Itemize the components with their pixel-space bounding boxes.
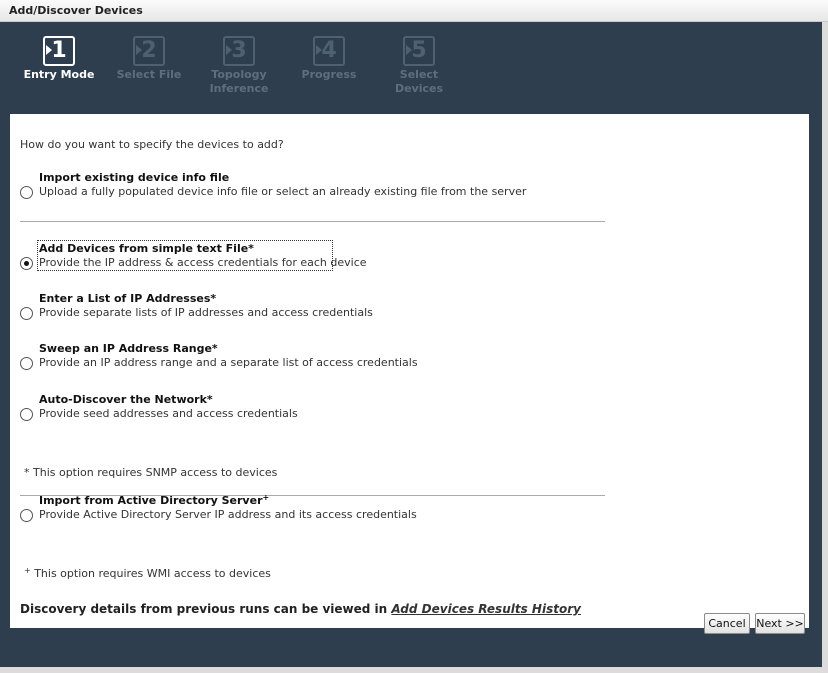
step-progress[interactable] [284,36,374,82]
radio-ip-list[interactable] [20,307,33,320]
radio-import-device-info[interactable] [20,186,33,199]
step-entry-mode[interactable] [14,36,104,82]
step-label: Topology Inference [209,68,269,95]
snmp-note: * This option requires SNMP access to devices [24,466,278,479]
option-title: Sweep an IP Address Range* [39,342,218,355]
cancel-button[interactable]: Cancel [704,613,750,634]
radio-active-directory[interactable] [20,509,33,522]
option-title: Enter a List of IP Addresses* [39,292,217,305]
radio-auto-discover[interactable] [20,408,33,421]
option-title: Import from Active Directory Server+ [39,493,270,507]
wmi-note: + This option requires WMI access to devices [24,566,271,580]
step-arrow-icon [226,45,232,55]
step-number-2: 2 [133,36,165,66]
step-arrow-icon [316,45,322,55]
option-description: Provide separate lists of IP addresses and access credentials [39,306,373,319]
step-topology-inference[interactable] [194,36,284,96]
step-select-devices[interactable] [374,36,464,96]
step-arrow-icon [406,45,412,55]
option-description: Provide an IP address range and a separate list of access credentials [39,356,418,369]
step-select-file[interactable] [104,36,194,82]
option-title: Add Devices from simple text File* [39,242,254,255]
option-description: Upload a fully populated device info file or select an already existing file from the server [39,185,527,198]
option-title: Import existing device info file [39,171,230,184]
results-history-link[interactable]: Add Devices Results History [391,602,581,616]
content-panel [10,114,809,628]
step-number-1: 1 [43,36,75,66]
dialog-frame [0,22,822,667]
step-label: Progress [301,68,357,81]
history-text: Discovery details from previous runs can be viewed in Add Devices Results History [20,602,581,616]
option-description: Provide Active Directory Server IP address and its access credentials [39,508,417,521]
superscript-marker: + [24,566,31,575]
step-label: Select File [116,68,182,81]
step-number-3: 3 [223,36,255,66]
step-label: Entry Mode [23,68,95,81]
superscript-marker: + [262,493,270,502]
step-arrow-icon [136,45,142,55]
option-title: Auto-Discover the Network* [39,393,213,406]
window-edge [0,667,828,673]
window-title: Add/Discover Devices [0,0,828,22]
step-number-5: 5 [403,36,435,66]
step-label: Select Devices [394,68,444,95]
divider [20,221,605,222]
step-number-4: 4 [313,36,345,66]
wizard-steps [0,22,822,112]
window-edge [822,22,828,673]
radio-ip-range[interactable] [20,357,33,370]
question-text: How do you want to specify the devices to add? [20,138,284,151]
next-button[interactable]: Next >> [755,613,805,634]
radio-simple-text-file[interactable] [20,257,33,270]
option-description: Provide seed addresses and access credentials [39,407,298,420]
step-arrow-icon [46,45,52,55]
option-description: Provide the IP address & access credentials for each device [39,256,367,269]
